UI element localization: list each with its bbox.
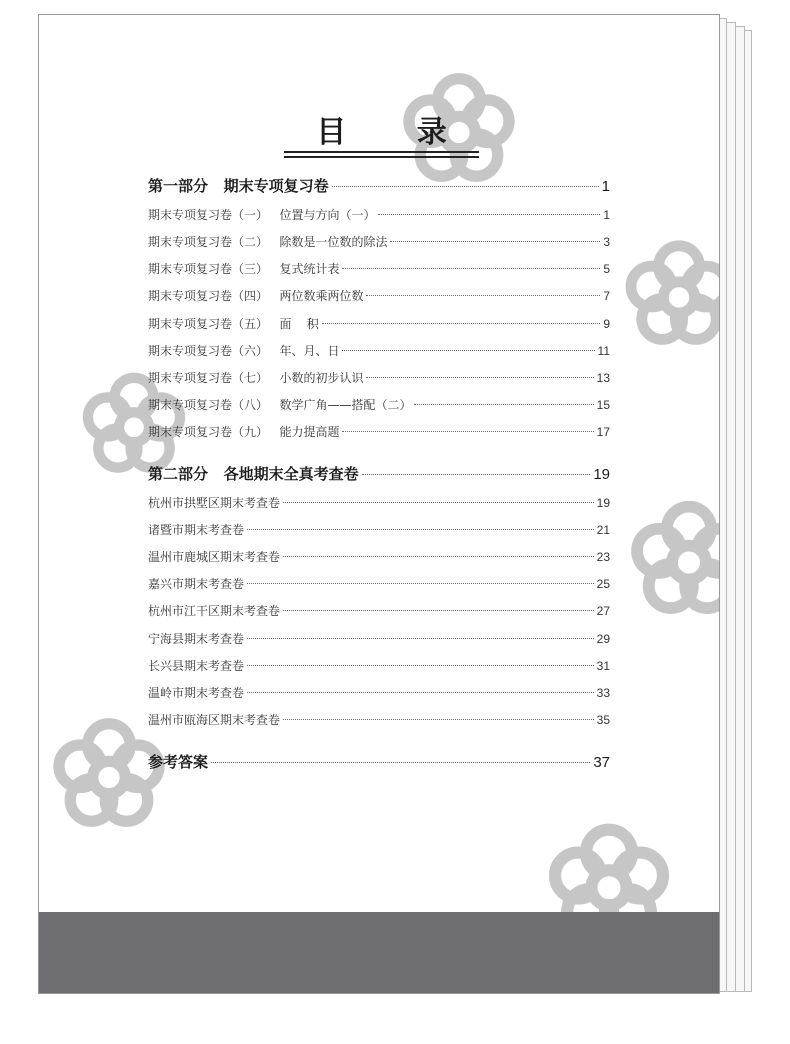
toc-label: 期末专项复习卷（一） 位置与方向（一） xyxy=(148,208,376,222)
toc-label: 期末专项复习卷（三） 复式统计表 xyxy=(148,262,340,276)
toc-page: 33 xyxy=(596,686,610,700)
dot-leader xyxy=(283,719,594,720)
toc-entry[interactable] xyxy=(148,423,610,440)
toc-label: 期末专项复习卷（二） 除数是一位数的除法 xyxy=(148,235,388,249)
toc-page: 37 xyxy=(593,754,610,771)
toc-label: 期末专项复习卷（七） 小数的初步认识 xyxy=(148,371,364,385)
toc-page: 19 xyxy=(593,466,610,483)
dot-leader xyxy=(342,350,594,351)
dot-leader xyxy=(322,323,601,324)
toc-entry[interactable] xyxy=(148,630,610,647)
toc-page: 9 xyxy=(603,317,610,331)
toc-label: 期末专项复习卷（六） 年、月、日 xyxy=(148,344,340,358)
toc-label: 期末专项复习卷（四） 两位数乘两位数 xyxy=(148,289,364,303)
toc-label: 温岭市期末考查卷 xyxy=(148,686,245,700)
toc-page: 31 xyxy=(596,659,610,673)
dot-leader xyxy=(247,638,594,639)
toc-section-answers[interactable] xyxy=(148,751,610,772)
toc-entry[interactable] xyxy=(148,711,610,728)
dot-leader xyxy=(283,556,594,557)
toc-page: 17 xyxy=(596,425,610,439)
toc-entry[interactable] xyxy=(148,342,610,359)
toc-entry[interactable] xyxy=(148,548,610,565)
toc-entry[interactable] xyxy=(148,521,610,538)
toc-label: 参考答案 xyxy=(148,753,209,771)
dot-leader xyxy=(390,241,600,242)
flower-outline-icon xyxy=(637,507,719,608)
toc-entry[interactable] xyxy=(148,206,610,223)
toc-page: 21 xyxy=(596,523,610,537)
toc-entry[interactable] xyxy=(148,657,610,674)
toc-label: 期末专项复习卷（九） 能力提高题 xyxy=(148,425,340,439)
dot-leader xyxy=(342,431,593,432)
toc-entry[interactable] xyxy=(148,602,610,619)
toc-section-part1[interactable] xyxy=(148,175,610,196)
toc-entry[interactable] xyxy=(148,315,610,332)
book-page xyxy=(38,14,720,994)
toc-page: 19 xyxy=(596,496,610,510)
toc-label: 期末专项复习卷（八） 数学广角——搭配（二） xyxy=(148,398,412,412)
toc-page: 13 xyxy=(596,371,610,385)
toc-entry[interactable] xyxy=(148,575,610,592)
page-title: 目 录 xyxy=(316,115,477,150)
toc-label: 嘉兴市期末考查卷 xyxy=(148,577,245,591)
toc-label: 诸暨市期末考查卷 xyxy=(148,523,245,537)
toc-page: 29 xyxy=(596,632,610,646)
toc-section-part2[interactable] xyxy=(148,463,610,484)
dot-leader xyxy=(247,583,594,584)
toc-title-block xyxy=(284,115,479,151)
toc-label: 长兴县期末考查卷 xyxy=(148,659,245,673)
toc-label: 温州市瓯海区期末考查卷 xyxy=(148,713,281,727)
dot-leader xyxy=(366,295,600,296)
toc-label: 期末专项复习卷（五） 面 积 xyxy=(148,317,319,331)
dot-leader xyxy=(366,377,593,378)
flower-outline-icon xyxy=(59,724,159,822)
dot-leader xyxy=(362,474,591,475)
toc-page: 1 xyxy=(603,208,610,222)
toc-page: 15 xyxy=(596,398,610,412)
dot-leader xyxy=(283,610,594,611)
dot-leader xyxy=(247,692,594,693)
dot-leader xyxy=(342,268,600,269)
title-underline xyxy=(284,156,479,158)
toc-page: 1 xyxy=(601,178,610,195)
toc-label: 宁海县期末考查卷 xyxy=(148,632,245,646)
dot-leader xyxy=(332,186,599,187)
toc-entry[interactable] xyxy=(148,233,610,250)
toc-page: 3 xyxy=(603,235,610,249)
toc-entry[interactable] xyxy=(148,287,610,304)
toc-label: 第一部分 期末专项复习卷 xyxy=(148,177,329,195)
dot-leader xyxy=(247,665,594,666)
toc-label: 杭州市江干区期末考查卷 xyxy=(148,604,281,618)
toc-page: 5 xyxy=(603,262,610,276)
toc-entry[interactable] xyxy=(148,369,610,386)
dot-leader xyxy=(211,762,590,763)
toc-entry[interactable] xyxy=(148,494,610,511)
dot-leader xyxy=(247,529,594,530)
toc-entry[interactable] xyxy=(148,396,610,413)
dot-leader xyxy=(378,214,600,215)
toc-label: 温州市鹿城区期末考查卷 xyxy=(148,550,281,564)
toc-label: 第二部分 各地期末全真考查卷 xyxy=(148,465,359,483)
toc-label: 杭州市拱墅区期末考查卷 xyxy=(148,496,281,510)
dot-leader xyxy=(414,404,593,405)
flower-outline-icon xyxy=(631,246,719,340)
toc-page: 7 xyxy=(603,289,610,303)
toc-page: 23 xyxy=(596,550,610,564)
toc-entry[interactable] xyxy=(148,684,610,701)
title-underline xyxy=(284,151,479,153)
toc-entry[interactable] xyxy=(148,260,610,277)
toc-page: 35 xyxy=(596,713,610,727)
dot-leader xyxy=(283,502,594,503)
toc-page: 27 xyxy=(596,604,610,618)
bottom-band xyxy=(39,912,719,993)
toc-page: 25 xyxy=(596,577,610,591)
toc-page: 11 xyxy=(597,344,610,358)
